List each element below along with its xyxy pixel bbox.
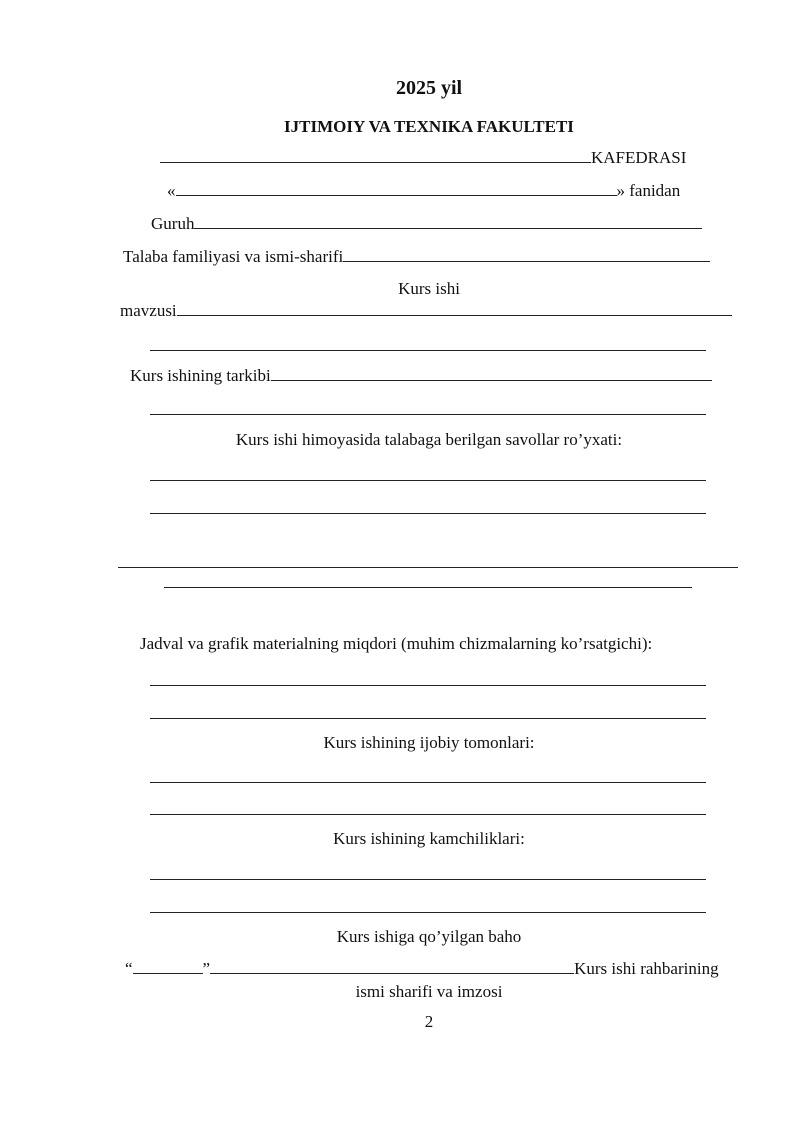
kafedra-line: [160, 148, 686, 168]
supervisor-sub-label: ismi sharifi va imzosi: [355, 982, 503, 1001]
structure-blank[interactable]: [271, 366, 712, 381]
student-label: Talaba familiyasi va ismi-sharifi: [123, 247, 344, 266]
year-heading: 2025 yil: [395, 77, 463, 99]
question-line-4[interactable]: [164, 587, 692, 588]
shortcomings-line-1[interactable]: [150, 879, 706, 880]
grade-open-quote: “: [125, 959, 133, 978]
subject-blank[interactable]: [176, 181, 617, 196]
grade-line: [125, 959, 719, 979]
grade-blank[interactable]: [133, 959, 203, 974]
group-label: Guruh: [151, 214, 195, 233]
structure-continuation-line[interactable]: [150, 414, 706, 415]
positive-label: Kurs ishining ijobiy tomonlari:: [323, 733, 535, 752]
student-blank[interactable]: [343, 247, 710, 262]
faculty-heading: IJTIMOIY VA TEXNIKA FAKULTETI: [284, 117, 574, 136]
subject-line: [167, 181, 680, 201]
positive-line-1[interactable]: [150, 782, 706, 783]
topic-label: Kurs ishi: [398, 279, 460, 298]
question-line-1[interactable]: [150, 480, 706, 481]
grade-close-quote: ”: [202, 959, 211, 978]
shortcomings-line-2[interactable]: [150, 912, 706, 913]
positive-line-2[interactable]: [150, 814, 706, 815]
topic-continuation-line[interactable]: [150, 350, 706, 351]
group-line: [151, 214, 702, 234]
question-line-2[interactable]: [150, 513, 706, 514]
tables-label: Jadval va grafik materialning miqdori (muhim chizmalarning ko’rsatgichi):: [140, 634, 653, 653]
topic-line: [120, 301, 732, 321]
shortcomings-label: Kurs ishining kamchiliklari:: [333, 829, 525, 848]
grade-label: Kurs ishiga qo’yilgan baho: [336, 927, 522, 946]
supervisor-blank[interactable]: [210, 959, 574, 974]
student-line: [123, 247, 710, 267]
page-number: 2: [424, 1012, 434, 1031]
question-line-3[interactable]: [118, 567, 738, 568]
supervisor-label: Kurs ishi rahbarining: [574, 959, 719, 978]
topic-label-2: mavzusi: [120, 301, 177, 320]
structure-line: [130, 366, 712, 386]
tables-line-1[interactable]: [150, 685, 706, 686]
questions-label: Kurs ishi himoyasida talabaga berilgan savollar ro’yxati:: [235, 430, 623, 449]
topic-blank[interactable]: [177, 301, 732, 316]
subject-open-quote: «: [167, 181, 176, 200]
kafedra-blank[interactable]: [160, 148, 591, 163]
tables-line-2[interactable]: [150, 718, 706, 719]
subject-suffix: » fanidan: [616, 181, 681, 200]
kafedra-label: KAFEDRASI: [591, 148, 687, 167]
group-blank[interactable]: [194, 214, 702, 229]
structure-label: Kurs ishining tarkibi: [130, 366, 271, 385]
